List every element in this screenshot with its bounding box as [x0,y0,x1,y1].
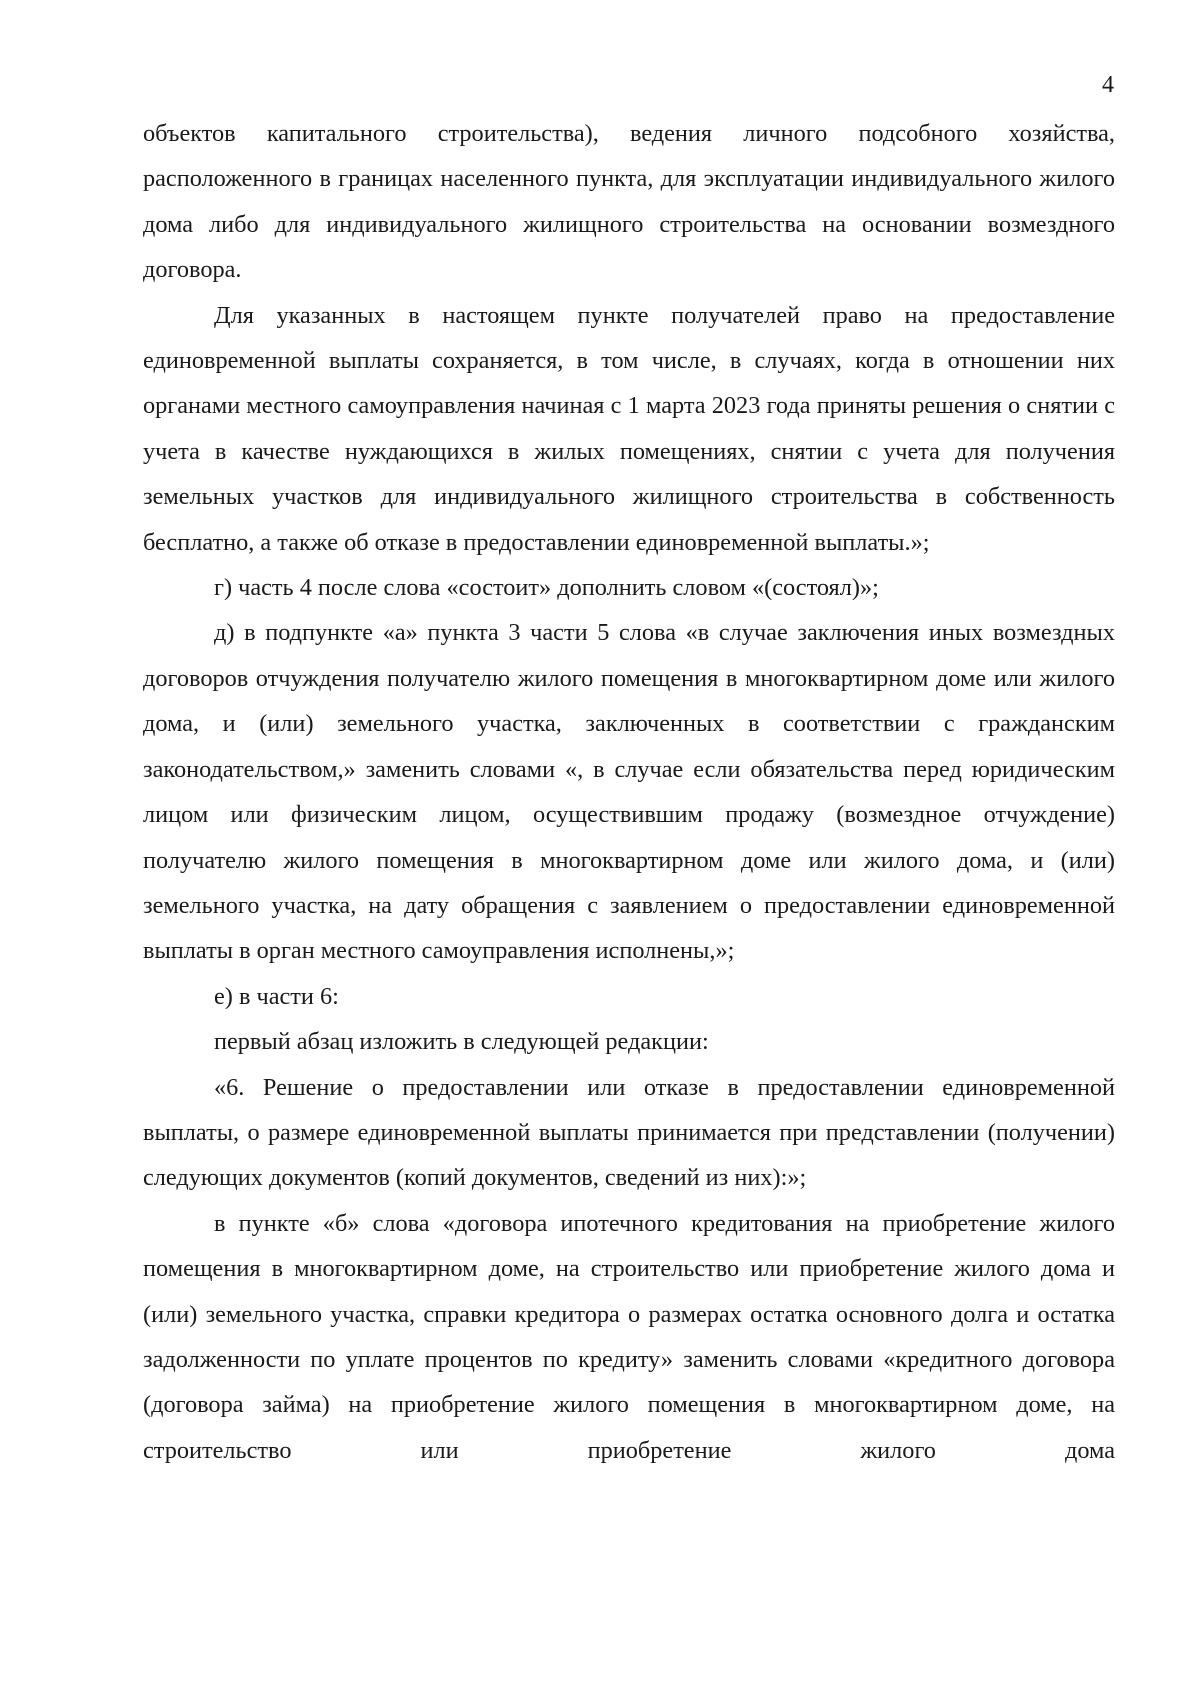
paragraph-item-e: е) в части 6: [214,982,339,1010]
paragraph-continuation: объектов капитального строительства), ведения личного подсобного хозяйства, расположенного в границах населенного пункта, для эксплуатации индивидуального жилого дома либо для индивидуального жилищного строительства на основании возмездного договора. [143,120,1115,284]
paragraph-item-b: в пункте «б» слова «договора ипотечного кредитования на приобретение жилого помещения в многоквартирном доме, на строительство или приобретение жилого дома и (или) земельного участка, справки кредитора о размерах остатка основного долга и остатка задолженности по уплате процентов по кредиту» заменить словами «кредитного договора (договора займа) на приобретение жилого помещения в многоквартирном доме, на строительство или приобретение жилого дома [143,1209,1115,1464]
paragraph-item-d: д) в подпункте «а» пункта 3 части 5 слова «в случае заключения иных возмездных договоров отчуждения получателю жилого помещения в многоквартирном доме или жилого дома, и (или) земельного участка, заключенных в соответствии с гражданским законодательством,» заменить словами «, в случае если обязательства перед юридическим лицом или физическим лицом, осуществившим продажу (возмездное отчуждение) получателю жилого помещения в многоквартирном доме или жилого дома, и (или) земельного участка, на дату обращения с заявлением о предоставлении единовременной выплаты в орган местного самоуправления исполнены,»; [143,619,1115,965]
paragraph-part-6: «6. Решение о предоставлении или отказе в предоставлении единовременной выплаты, о размере единовременной выплаты принимается при представлении (получении) следующих документов (копий документов, сведений из них):»; [143,1073,1115,1192]
paragraph-item-g: г) часть 4 после слова «состоит» дополнить словом «(состоял)»; [214,574,879,602]
paragraph-recipients-right: Для указанных в настоящем пункте получателей право на предоставление единовременной выплаты сохраняется, в том числе, в случаях, когда в отношении них органами местного самоуправления начиная с 1 марта 2023 года приняты решения о снятии с учета в качестве нуждающихся в жилых помещениях, снятии с учета для получения земельных участков для индивидуального жилищного строительства в собственность бесплатно, а также об отказе в предоставлении единовременной выплаты.»; [143,301,1115,556]
paragraph-first-abzac: первый абзац изложить в следующей редакции: [214,1028,709,1056]
document-body [143,111,1115,1473]
page-number: 4 [1102,72,1114,98]
